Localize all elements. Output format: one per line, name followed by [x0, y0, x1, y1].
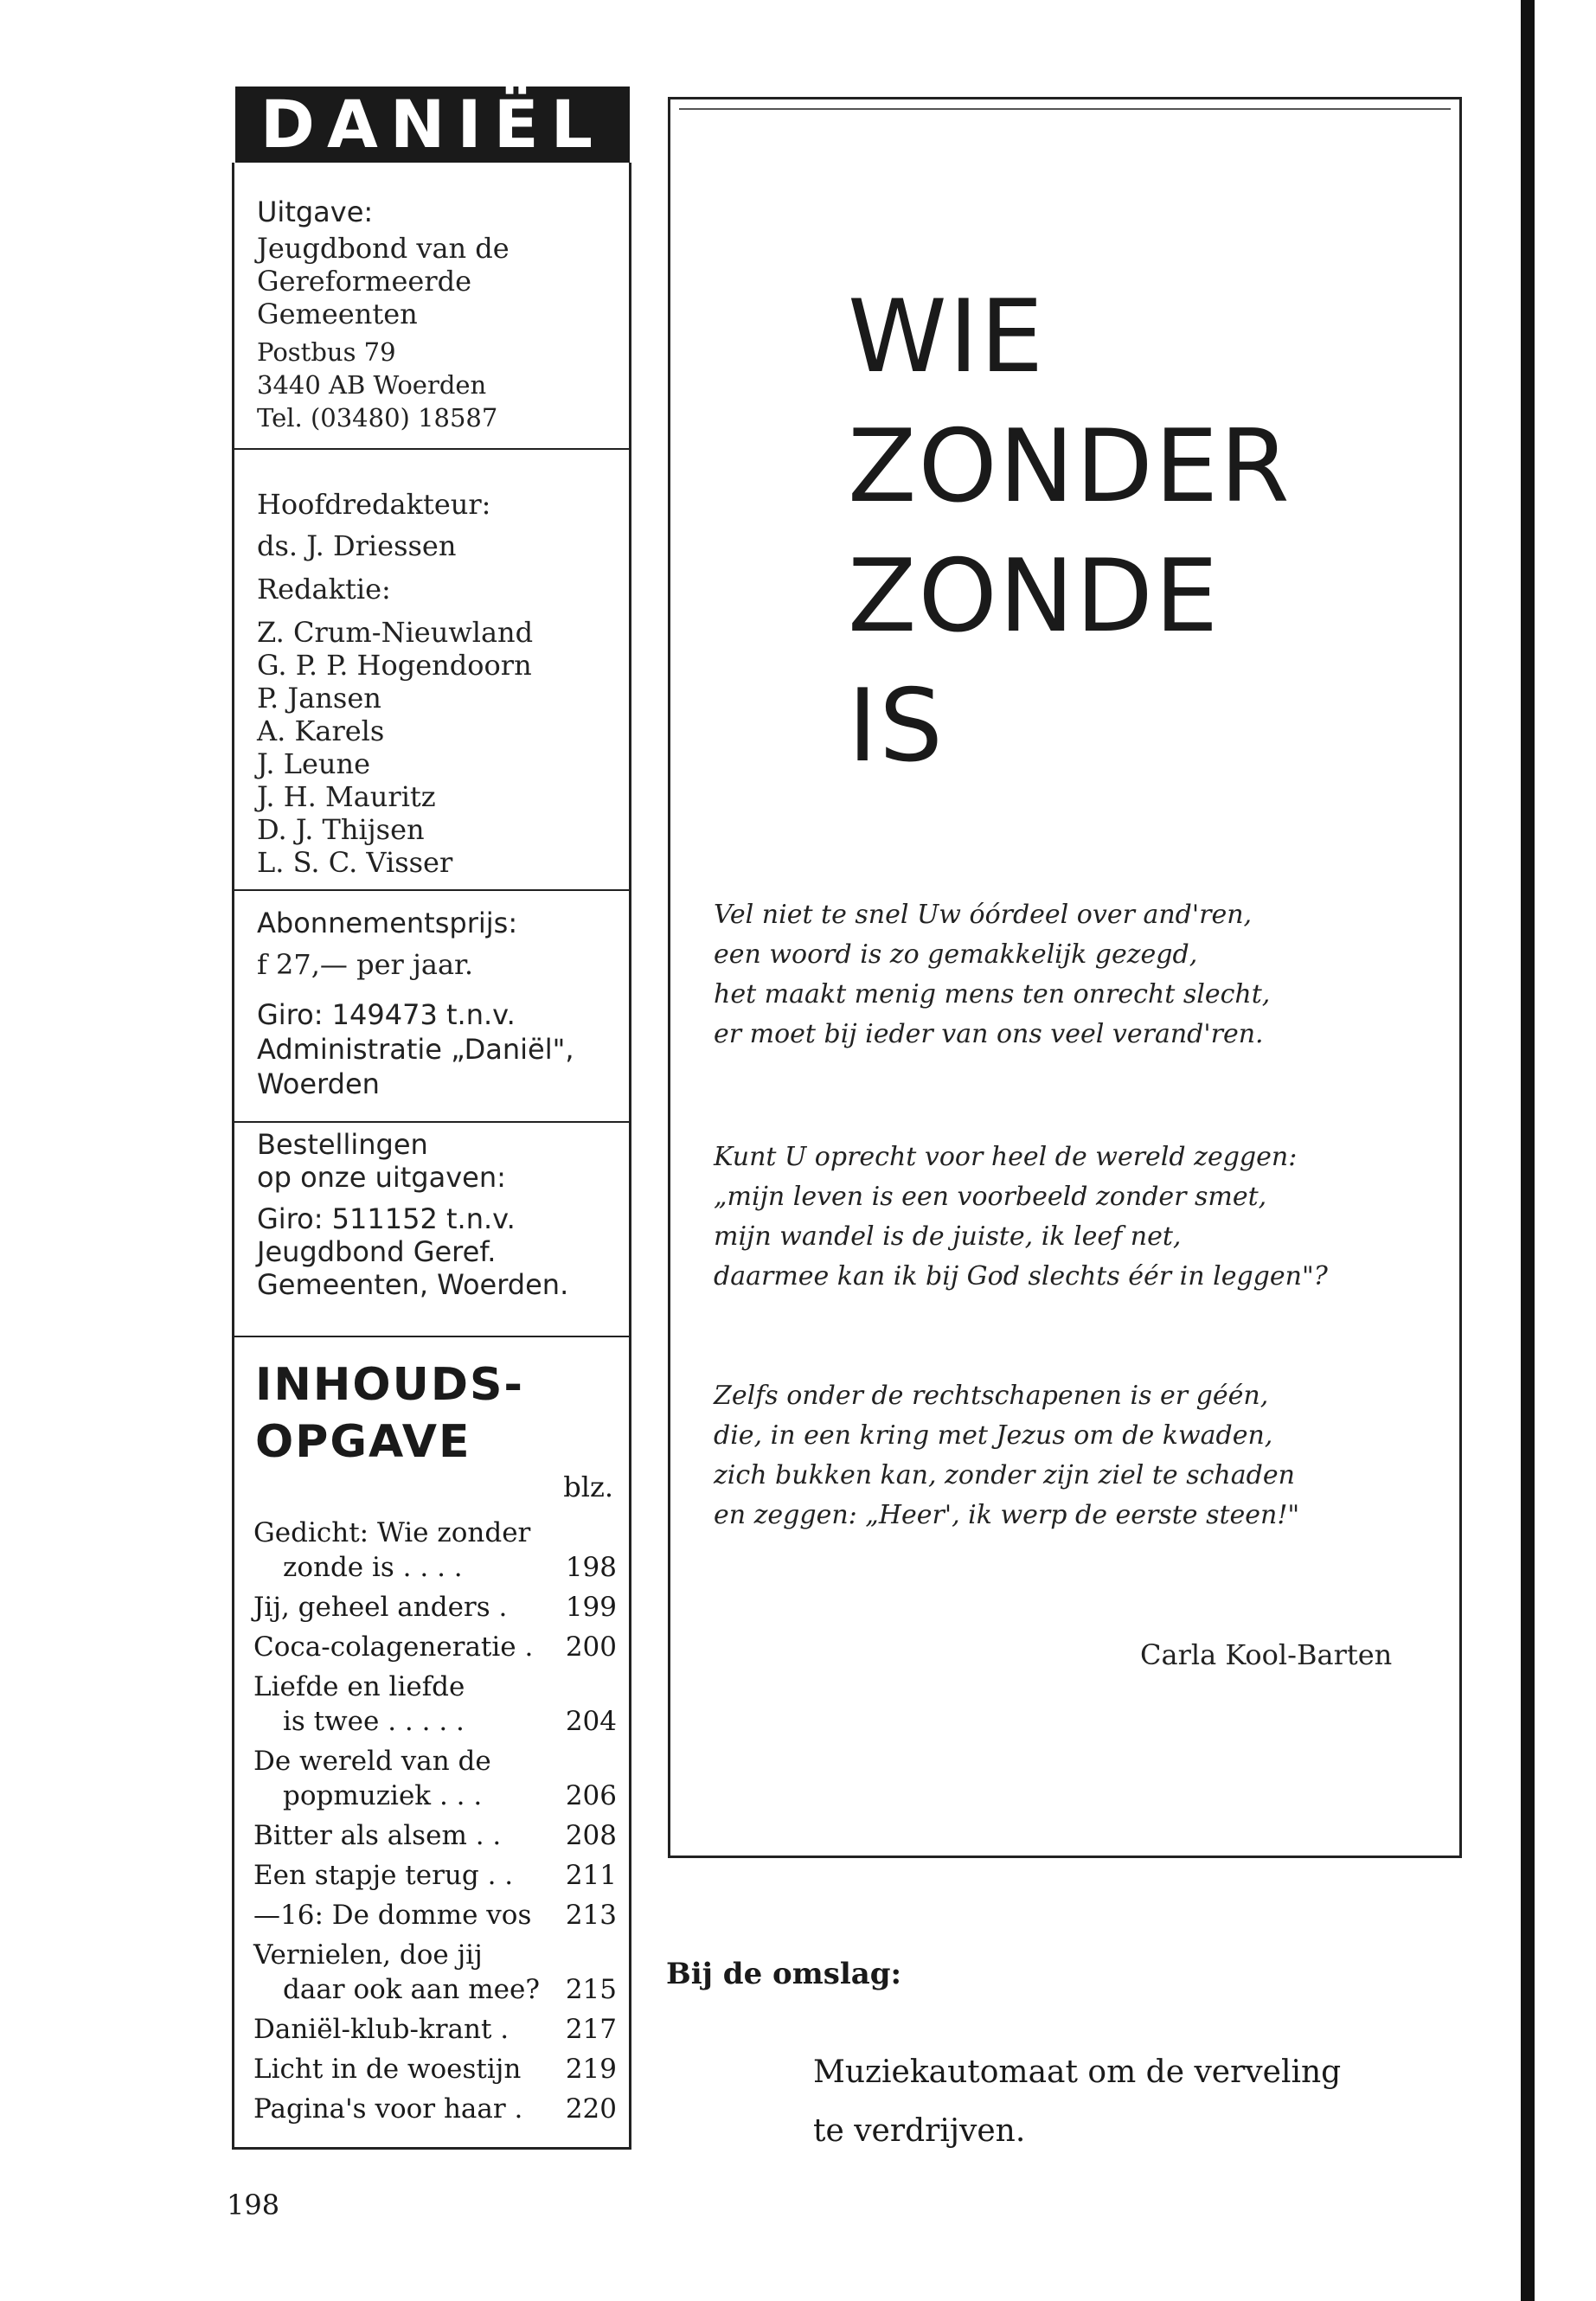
divider	[234, 448, 629, 450]
publisher-address: Postbus 79 3440 AB Woerden Tel. (03480) 18587	[257, 337, 498, 433]
poem-box	[668, 97, 1462, 1858]
subscription-giro: Giro: 149473 t.n.v.	[257, 998, 516, 1031]
divider	[234, 889, 629, 891]
poem-author: Carla Kool-Barten	[1140, 1638, 1393, 1671]
divider	[679, 108, 1451, 110]
poem-stanza-3: Zelfs onder de rechtschapenen is er géén, die, in een kring met Jezus om de kwaden, zich bukken kan, zonder zijn ziel te schaden en zeggen: „Heer', ik werp de eerste steen!"	[714, 1381, 1300, 1530]
poem-stanza-2: Kunt U oprecht voor heel de wereld zeggen: „mijn leven is een voorbeeld zonder smet, mijn wandel is de juiste, ik leef net, daarmee kan ik bij God slechts éér in leggen"?	[714, 1142, 1328, 1292]
poem-stanza-1: Vel niet te snel Uw óórdeel over and'ren, een woord is zo gemakkelijk gezegd, het maakt menig mens ten onrecht slecht, er moet bij ieder van ons veel verand'ren.	[714, 900, 1271, 1049]
subscription-admin: Administratie „Daniël",	[257, 1033, 574, 1066]
subscription-label: Abonnementsprijs:	[257, 907, 518, 939]
poem-title: WIE ZONDER ZONDE IS	[848, 279, 1292, 785]
toc-title: INHOUDS- OPGAVE	[255, 1359, 525, 1468]
chief-editor-name: ds. J. Driessen	[257, 529, 457, 562]
toc-item: Liefde en liefde is twee . . . . . 204	[253, 1671, 617, 1737]
colophon-column	[232, 163, 631, 2150]
orders-giro: Giro: 511152 t.n.v.	[257, 1202, 516, 1235]
toc-item: Coca-colageneratie . 200	[253, 1631, 617, 1663]
masthead-title: DANIËL	[260, 87, 606, 163]
chief-editor-label: Hoofdredakteur:	[257, 488, 491, 521]
page-number: 198	[227, 2189, 280, 2221]
toc-item: Licht in de woestijn 219	[253, 2054, 617, 2085]
publisher-name: Jeugdbond van de Gereformeerde Gemeenten	[257, 232, 510, 330]
toc-item: Jij, geheel anders . 199	[253, 1592, 617, 1623]
toc-list	[253, 1516, 617, 2131]
publisher-label: Uitgave:	[257, 195, 374, 228]
subscription-place: Woerden	[257, 1067, 380, 1100]
page-edge-bar	[1521, 0, 1535, 2301]
divider	[234, 1336, 629, 1337]
toc-item: Vernielen, doe jij daar ook aan mee? 215	[253, 1939, 617, 2005]
toc-item: —16: De domme vos 213	[253, 1900, 617, 1931]
toc-item: Bitter als alsem . . 208	[253, 1820, 617, 1851]
divider	[234, 1121, 629, 1123]
orders-heading: Bestellingen op onze uitgaven:	[257, 1128, 506, 1194]
toc-item: Daniël-klub-krant . 217	[253, 2014, 617, 2045]
masthead-logo	[235, 87, 630, 163]
toc-item: De wereld van de popmuziek . . . 206	[253, 1746, 617, 1811]
editorial-staff-list: Z. Crum-Nieuwland G. P. P. Hogendoorn P. Jansen A. Karels J. Leune J. H. Mauritz D. J. Thijsen L. S. C. Visser	[257, 616, 534, 879]
subscription-price: f 27,— per jaar.	[257, 948, 473, 981]
cover-caption: Muziekautomaat om de verveling te verdrijven.	[813, 2054, 1342, 2149]
toc-item: Gedicht: Wie zonder zonde is . . . . 198	[253, 1517, 617, 1583]
cover-heading: Bij de omslag:	[666, 1957, 902, 1991]
toc-item: Een stapje terug . . 211	[253, 1860, 617, 1891]
toc-page-label: blz.	[563, 1471, 613, 1503]
editorial-staff-label: Redaktie:	[257, 573, 391, 606]
orders-recipient: Jeugdbond Geref. Gemeenten, Woerden.	[257, 1235, 569, 1301]
toc-item: Pagina's voor haar . 220	[253, 2093, 617, 2125]
